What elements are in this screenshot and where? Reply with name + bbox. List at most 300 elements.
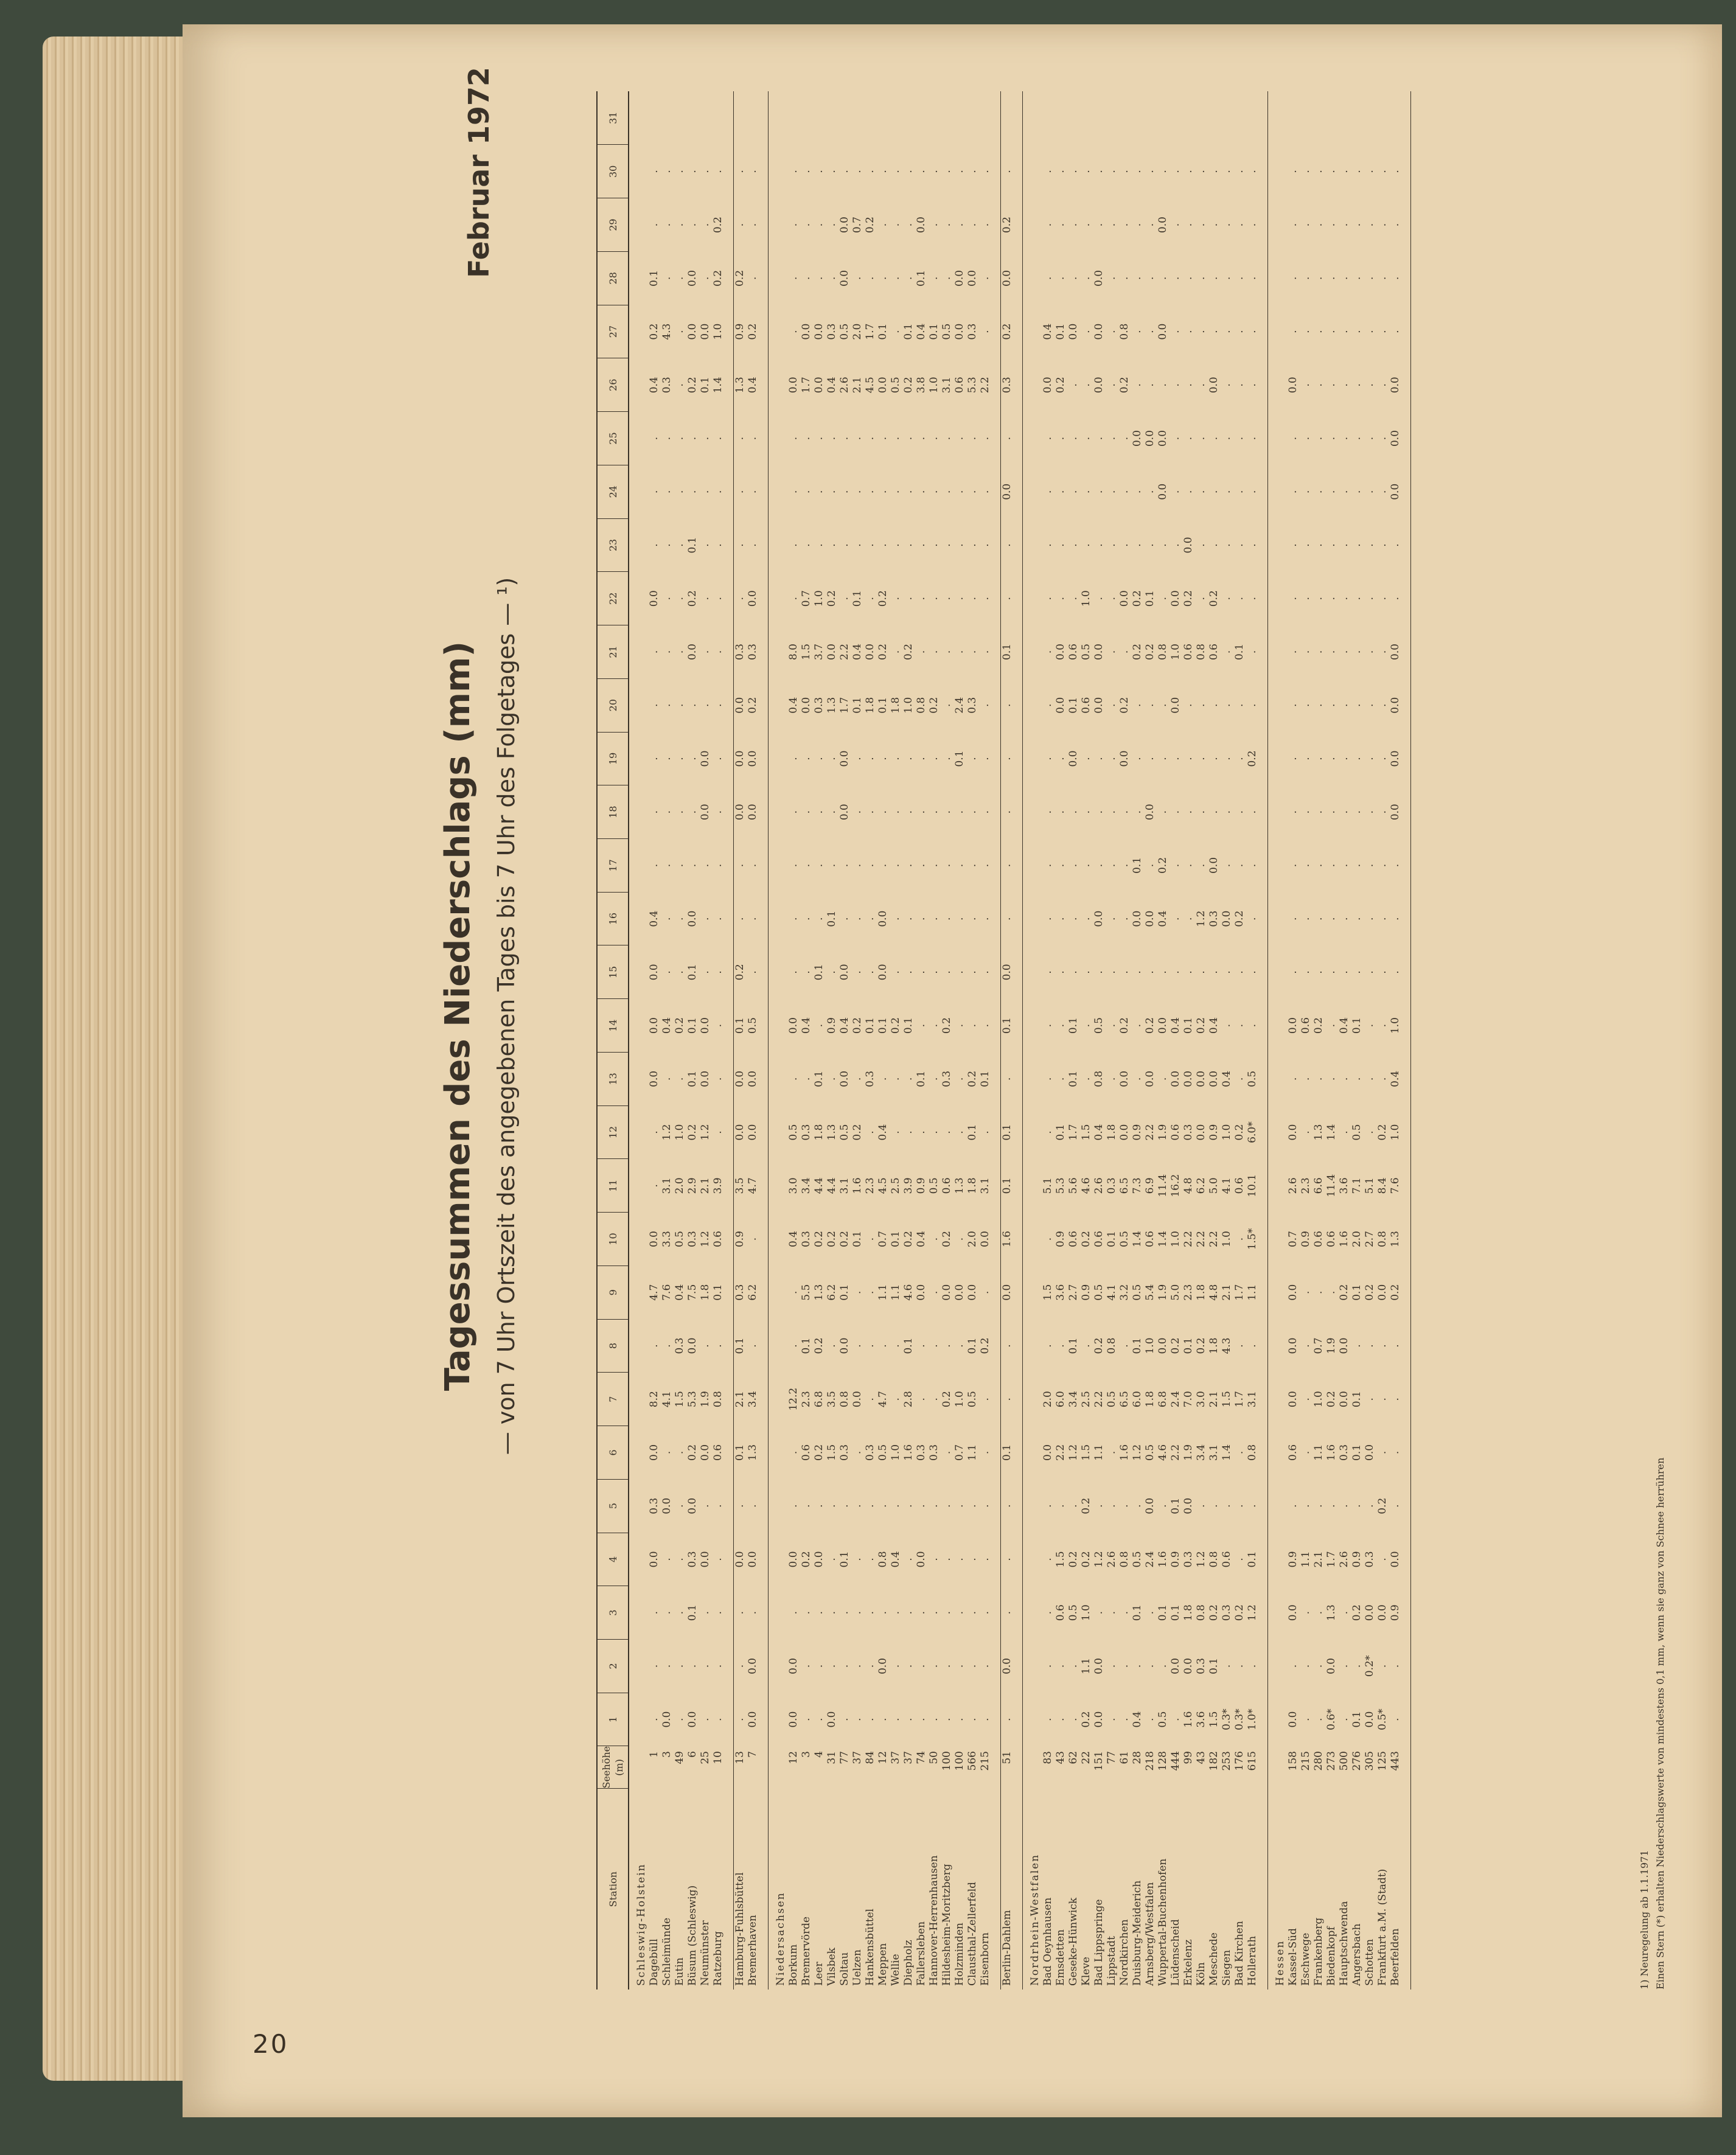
precipitation-value: 0.3 <box>686 1231 699 1248</box>
group-heading-row <box>629 91 648 1990</box>
station-height: 6 <box>686 1751 699 1758</box>
precipitation-value: . <box>890 543 902 547</box>
precipitation-value: . <box>1325 703 1337 707</box>
station-height: 151 <box>1093 1751 1105 1771</box>
precipitation-value: 0.2 <box>941 1231 953 1248</box>
precipitation-value: . <box>1338 383 1350 387</box>
precipitation-value: . <box>1001 1398 1013 1401</box>
precipitation-value: 2.5 <box>890 1177 902 1194</box>
precipitation-value: 0.9 <box>1131 1124 1143 1141</box>
precipitation-value: . <box>1233 703 1246 707</box>
precipitation-value: . <box>1233 757 1246 761</box>
precipitation-value: . <box>953 650 966 654</box>
table-row <box>1246 91 1259 1990</box>
precipitation-value: . <box>941 1504 953 1508</box>
precipitation-value: . <box>1131 223 1143 227</box>
precipitation-value: . <box>1338 1718 1350 1721</box>
precipitation-value: . <box>1221 490 1233 493</box>
precipitation-value: 3.3 <box>661 1231 673 1248</box>
precipitation-value: . <box>800 970 812 974</box>
station-height: 218 <box>1144 1751 1156 1771</box>
precipitation-value: . <box>813 436 825 440</box>
precipitation-value: . <box>902 597 915 601</box>
precipitation-value: . <box>1106 863 1118 868</box>
precipitation-value: . <box>699 650 711 654</box>
precipitation-value: . <box>1300 1398 1312 1401</box>
precipitation-value: . <box>1338 650 1350 654</box>
precipitation-value: . <box>826 757 838 761</box>
station-name: Kassel-Süd <box>1287 1927 1299 1986</box>
precipitation-value: 0.6 <box>1221 1551 1233 1568</box>
precipitation-value <box>1093 91 1106 145</box>
precipitation-value: . <box>928 1077 940 1081</box>
precipitation-value: 0.0 <box>941 1284 953 1301</box>
precipitation-value: . <box>648 1184 660 1188</box>
precipitation-value: . <box>953 223 966 227</box>
station-name: Frankfurt a.M. (Stadt) <box>1376 1868 1389 1986</box>
precipitation-value: . <box>1144 490 1156 493</box>
precipitation-value: . <box>1312 1718 1325 1721</box>
precipitation-value: . <box>661 650 673 654</box>
precipitation-value: 0.0 <box>813 377 825 394</box>
precipitation-value: . <box>1144 1718 1156 1721</box>
precipitation-value: 0.0 <box>953 323 966 340</box>
precipitation-value: . <box>813 757 825 761</box>
precipitation-value: . <box>979 1558 991 1561</box>
station-name: Eschwege <box>1300 1932 1312 1986</box>
precipitation-value: . <box>712 490 724 493</box>
precipitation-value: . <box>787 276 800 280</box>
precipitation-value: . <box>915 1344 927 1348</box>
precipitation-value: 0.0 <box>826 643 838 660</box>
precipitation-value: 1.0 <box>712 323 724 340</box>
precipitation-value: 0.0 <box>1157 323 1169 340</box>
precipitation-value: . <box>1364 1130 1376 1134</box>
separator-cell <box>1402 91 1411 1990</box>
precipitation-value: 1.3 <box>747 1444 759 1461</box>
precipitation-value: 0.1 <box>966 1337 978 1354</box>
precipitation-value: 0.0 <box>1389 483 1401 500</box>
rotated-content <box>426 43 1736 1990</box>
precipitation-value: 0.0 <box>1195 1070 1207 1087</box>
precipitation-value: . <box>1325 490 1337 493</box>
precipitation-value: 0.0 <box>966 1284 978 1301</box>
precipitation-value: 1.1 <box>877 1284 889 1301</box>
station-height: 25 <box>699 1751 711 1764</box>
precipitation-value: . <box>1246 490 1258 493</box>
precipitation-value: 0.6 <box>1093 1231 1105 1248</box>
precipitation-value: . <box>712 1504 724 1508</box>
precipitation-value: 0.1 <box>1106 1231 1118 1248</box>
precipitation-value: . <box>979 703 991 707</box>
precipitation-value: . <box>674 1718 686 1721</box>
precipitation-value: 4.1 <box>1106 1284 1118 1301</box>
precipitation-value: . <box>838 436 851 440</box>
precipitation-value: 0.5 <box>877 1444 889 1461</box>
precipitation-value: . <box>864 1664 876 1668</box>
precipitation-value: 0.2 <box>902 643 915 660</box>
precipitation-value: 1.6 <box>1325 1444 1337 1461</box>
precipitation-value: . <box>674 1558 686 1561</box>
precipitation-value: . <box>953 1558 966 1561</box>
precipitation-value: 0.4 <box>1170 1017 1182 1034</box>
precipitation-value: 0.0 <box>1208 377 1220 394</box>
group-heading: Schleswig-Holstein <box>635 1863 647 1986</box>
precipitation-value: . <box>941 436 953 440</box>
day-column-header: 21 <box>597 625 629 679</box>
precipitation-value: . <box>1364 436 1376 440</box>
precipitation-table <box>596 91 1411 1990</box>
station-height: 276 <box>1351 1751 1363 1771</box>
precipitation-value: 0.2 <box>813 1337 825 1354</box>
precipitation-value: . <box>966 597 978 601</box>
precipitation-value: . <box>1233 1023 1246 1028</box>
precipitation-value: 0.3 <box>1195 1657 1207 1674</box>
day-column-header: 23 <box>597 518 629 572</box>
precipitation-value: . <box>800 543 812 547</box>
precipitation-value: . <box>1106 703 1118 707</box>
precipitation-value: . <box>1364 597 1376 601</box>
precipitation-value: . <box>699 1344 711 1348</box>
precipitation-value: . <box>1182 917 1194 921</box>
precipitation-value: 2.2 <box>1093 1391 1105 1408</box>
precipitation-value: 0.4 <box>826 377 838 394</box>
precipitation-value: . <box>1001 170 1013 173</box>
precipitation-value: 0.2 <box>1001 217 1013 234</box>
precipitation-value: 1.6 <box>1338 1231 1350 1248</box>
precipitation-value: . <box>838 597 851 601</box>
precipitation-value: . <box>1389 223 1401 227</box>
station-name: Frankenberg <box>1312 1917 1325 1986</box>
precipitation-value: . <box>699 170 711 173</box>
precipitation-value: . <box>826 1344 838 1348</box>
precipitation-value: . <box>813 170 825 173</box>
precipitation-value: . <box>1287 863 1299 868</box>
precipitation-value: . <box>1131 703 1143 707</box>
precipitation-value: . <box>1080 383 1092 387</box>
precipitation-value: . <box>1376 1664 1389 1668</box>
precipitation-value: 0.3 <box>734 643 746 660</box>
precipitation-value: . <box>699 597 711 601</box>
precipitation-value: 4.7 <box>877 1391 889 1408</box>
precipitation-value: . <box>661 917 673 921</box>
precipitation-value: 6.2 <box>747 1284 759 1301</box>
precipitation-value: . <box>1287 543 1299 547</box>
precipitation-value: 1.1 <box>890 1284 902 1301</box>
precipitation-value: 0.0 <box>1001 1284 1013 1301</box>
precipitation-value: . <box>661 703 673 707</box>
precipitation-value: 0.1 <box>1170 1497 1182 1514</box>
precipitation-value: 0.2 <box>941 1017 953 1034</box>
precipitation-value: . <box>826 436 838 440</box>
precipitation-value: . <box>928 917 940 921</box>
precipitation-value <box>1389 91 1402 145</box>
precipitation-value: 0.6 <box>1054 1604 1067 1621</box>
precipitation-value: . <box>1351 1077 1363 1081</box>
precipitation-value: 0.1 <box>826 910 838 927</box>
precipitation-value: . <box>1325 970 1337 974</box>
station-height: 61 <box>1118 1751 1131 1764</box>
precipitation-value: . <box>1246 1504 1258 1508</box>
precipitation-value: . <box>1287 650 1299 654</box>
table-row <box>966 91 979 1990</box>
precipitation-value: 4.4 <box>813 1177 825 1194</box>
precipitation-value: . <box>1131 757 1143 761</box>
precipitation-value: 0.3 <box>800 1231 812 1248</box>
precipitation-value: . <box>979 1023 991 1028</box>
precipitation-value: 2.7 <box>1067 1284 1079 1301</box>
precipitation-value: . <box>712 597 724 601</box>
precipitation-value: . <box>674 1450 686 1455</box>
precipitation-value: 0.2 <box>1080 1497 1092 1514</box>
group-separator <box>725 91 734 1990</box>
separator-cell <box>725 91 734 1990</box>
station-height: 77 <box>838 1751 851 1764</box>
precipitation-value: 1.2 <box>1131 1444 1143 1461</box>
precipitation-value: . <box>1001 1610 1013 1615</box>
precipitation-value: . <box>838 170 851 173</box>
precipitation-value: 0.2 <box>800 1551 812 1568</box>
precipitation-value: 0.1 <box>734 1337 746 1354</box>
station-name: Geseke-Hünwick <box>1067 1897 1079 1986</box>
precipitation-value: . <box>674 970 686 974</box>
precipitation-value: . <box>787 810 800 814</box>
precipitation-value: 0.8 <box>712 1391 724 1408</box>
precipitation-value <box>1195 91 1208 145</box>
precipitation-value: . <box>890 810 902 814</box>
precipitation-value: . <box>1195 543 1207 547</box>
station-name: Emsdetten <box>1054 1929 1067 1986</box>
precipitation-value: . <box>966 170 978 173</box>
precipitation-value: . <box>1287 917 1299 921</box>
precipitation-value: . <box>1208 810 1220 814</box>
precipitation-value: 2.1 <box>1312 1551 1325 1568</box>
precipitation-value: 0.4 <box>787 1231 800 1248</box>
precipitation-value <box>1364 91 1376 145</box>
precipitation-value: 1.7 <box>1325 1551 1337 1568</box>
precipitation-value: . <box>864 810 876 814</box>
precipitation-value: 0.6 <box>1170 1124 1182 1141</box>
station-name: Hildesheim-Moritzberg <box>941 1864 953 1986</box>
precipitation-value: 1.4 <box>1157 1231 1169 1248</box>
precipitation-value: 0.0 <box>648 1444 660 1461</box>
precipitation-value: 1.6 <box>1001 1231 1013 1248</box>
precipitation-value <box>674 91 686 145</box>
station-name: Leer <box>813 1962 825 1986</box>
precipitation-value: 0.2 <box>1118 697 1131 714</box>
precipitation-value: . <box>979 490 991 493</box>
precipitation-value: . <box>1389 276 1401 280</box>
precipitation-value: 0.0 <box>1157 430 1169 447</box>
station-name: Eisenborn <box>979 1932 991 1986</box>
precipitation-value: . <box>1351 597 1363 601</box>
precipitation-value: . <box>1118 1504 1131 1508</box>
precipitation-value: 0.0 <box>1287 1017 1299 1034</box>
precipitation-value: 0.0 <box>1118 750 1131 767</box>
precipitation-value <box>800 91 813 145</box>
precipitation-value: . <box>1144 1610 1156 1615</box>
precipitation-value: 0.2 <box>864 217 876 234</box>
precipitation-value: 0.3 <box>1001 377 1013 394</box>
precipitation-value: 4.8 <box>1182 1177 1194 1194</box>
precipitation-value: . <box>1338 1610 1350 1615</box>
precipitation-value: 0.3 <box>838 1444 851 1461</box>
station-height: 4 <box>813 1751 825 1758</box>
precipitation-value: 0.2 <box>1093 1337 1105 1354</box>
precipitation-value: 0.0 <box>826 1711 838 1728</box>
precipitation-value: 6.2 <box>826 1284 838 1301</box>
precipitation-value: . <box>686 703 699 707</box>
precipitation-value: 4.1 <box>661 1391 673 1408</box>
precipitation-value: . <box>928 1610 940 1615</box>
precipitation-value: . <box>1338 330 1350 333</box>
precipitation-value: . <box>1106 490 1118 493</box>
precipitation-value: . <box>1300 543 1312 547</box>
precipitation-value: . <box>1118 1718 1131 1721</box>
precipitation-value: 0.4 <box>851 643 863 660</box>
precipitation-value: . <box>1195 276 1207 280</box>
precipitation-value: . <box>1144 223 1156 227</box>
precipitation-value: . <box>826 1504 838 1508</box>
precipitation-value: . <box>915 1610 927 1615</box>
precipitation-value: . <box>979 970 991 974</box>
precipitation-value: 1.7 <box>1067 1124 1079 1141</box>
station-name: Hamburg-Fuhlsbüttel <box>734 1872 746 1986</box>
precipitation-value: 0.0 <box>787 377 800 394</box>
precipitation-value: 0.4 <box>787 697 800 714</box>
precipitation-value: . <box>1106 1023 1118 1028</box>
precipitation-value: 0.2 <box>1312 1017 1325 1034</box>
precipitation-value: 0.8 <box>1195 1604 1207 1621</box>
precipitation-value: . <box>1300 597 1312 601</box>
precipitation-value: . <box>734 1718 746 1721</box>
precipitation-value: 1.4 <box>1131 1231 1143 1248</box>
precipitation-value: . <box>1054 597 1067 601</box>
precipitation-value: 0.4 <box>674 1284 686 1301</box>
precipitation-value: . <box>1364 917 1376 921</box>
precipitation-value: . <box>1233 1664 1246 1668</box>
precipitation-value: . <box>1233 1450 1246 1455</box>
precipitation-value: 1.1 <box>1300 1551 1312 1568</box>
precipitation-value: 0.2 <box>686 377 699 394</box>
precipitation-value: . <box>915 650 927 654</box>
precipitation-value: . <box>953 170 966 173</box>
precipitation-value: . <box>734 170 746 173</box>
precipitation-value: . <box>1246 810 1258 814</box>
day-column-header: 2 <box>597 1640 629 1693</box>
precipitation-value: . <box>1376 1558 1389 1561</box>
precipitation-value: . <box>1338 276 1350 280</box>
precipitation-value: . <box>1042 223 1054 227</box>
precipitation-value: 0.0 <box>838 1070 851 1087</box>
precipitation-value: . <box>1376 703 1389 707</box>
precipitation-value: 0.1 <box>813 1070 825 1087</box>
precipitation-value: 0.0 <box>838 804 851 821</box>
precipitation-value: 0.0 <box>1118 590 1131 607</box>
precipitation-value: . <box>1080 970 1092 974</box>
precipitation-value: . <box>851 1504 863 1508</box>
day-column-header: 16 <box>597 892 629 945</box>
precipitation-value: 0.8 <box>1106 1337 1118 1354</box>
precipitation-value: 1.0 <box>1389 1124 1401 1141</box>
precipitation-value: . <box>1118 1664 1131 1668</box>
precipitation-value: 0.2 <box>928 697 940 714</box>
precipitation-value: . <box>1325 1290 1337 1294</box>
precipitation-value: 3.4 <box>747 1391 759 1408</box>
precipitation-value: . <box>1054 436 1067 440</box>
precipitation-value: 3.6 <box>1054 1284 1067 1301</box>
precipitation-value: . <box>1093 170 1105 173</box>
precipitation-value <box>1325 91 1338 145</box>
precipitation-value: . <box>787 490 800 493</box>
precipitation-value: 5.0 <box>1170 1284 1182 1301</box>
precipitation-value: 0.4 <box>1221 1070 1233 1087</box>
precipitation-value: 1.2 <box>661 1124 673 1141</box>
precipitation-value: . <box>1221 863 1233 868</box>
precipitation-value: 0.0 <box>699 750 711 767</box>
precipitation-value: . <box>1376 1450 1389 1455</box>
precipitation-value: 0.2 <box>902 1231 915 1248</box>
station-height: 37 <box>851 1751 863 1764</box>
precipitation-value: 0.3 <box>1182 1124 1194 1141</box>
precipitation-value: . <box>1106 1610 1118 1615</box>
precipitation-value: . <box>966 917 978 921</box>
precipitation-value: . <box>941 490 953 493</box>
precipitation-value: 0.5 <box>1131 1551 1143 1568</box>
separator-cell <box>1014 91 1023 1990</box>
precipitation-value: . <box>1246 223 1258 227</box>
precipitation-value: . <box>851 1664 863 1668</box>
precipitation-value <box>1246 91 1259 145</box>
precipitation-value: . <box>1300 436 1312 440</box>
station-name: Fallersleben <box>915 1921 927 1986</box>
precipitation-value: . <box>877 436 889 440</box>
table-row <box>1287 91 1300 1990</box>
precipitation-value: . <box>661 276 673 280</box>
precipitation-value: . <box>941 757 953 761</box>
precipitation-value: 0.3 <box>1338 1444 1350 1461</box>
precipitation-value: . <box>902 1130 915 1134</box>
precipitation-value: 0.1 <box>1351 1017 1363 1034</box>
precipitation-value: 0.2 <box>1364 1284 1376 1301</box>
station-name: Bremerhaven <box>747 1915 759 1986</box>
precipitation-value: . <box>928 1558 940 1561</box>
precipitation-value: . <box>1351 543 1363 547</box>
group-separator <box>759 91 769 1990</box>
precipitation-value: . <box>813 490 825 493</box>
precipitation-value: 5.5 <box>800 1284 812 1301</box>
precipitation-value: . <box>979 810 991 814</box>
precipitation-value: . <box>1300 1290 1312 1294</box>
precipitation-value: 4.6 <box>1080 1177 1092 1194</box>
precipitation-value: 0.2 <box>712 217 724 234</box>
precipitation-value: . <box>1106 223 1118 227</box>
precipitation-value: . <box>1389 543 1401 547</box>
precipitation-value: . <box>674 757 686 761</box>
precipitation-value: . <box>648 703 660 707</box>
precipitation-value: . <box>1312 757 1325 761</box>
precipitation-value: 0.2 <box>826 1231 838 1248</box>
precipitation-value: . <box>877 1504 889 1508</box>
precipitation-value: . <box>928 597 940 601</box>
precipitation-value: . <box>941 970 953 974</box>
precipitation-value: . <box>734 436 746 440</box>
precipitation-value: . <box>890 1610 902 1615</box>
precipitation-value: 0.1 <box>902 1337 915 1354</box>
precipitation-value: . <box>1364 223 1376 227</box>
precipitation-value: . <box>787 170 800 173</box>
precipitation-value: 0.1 <box>1001 1017 1013 1034</box>
